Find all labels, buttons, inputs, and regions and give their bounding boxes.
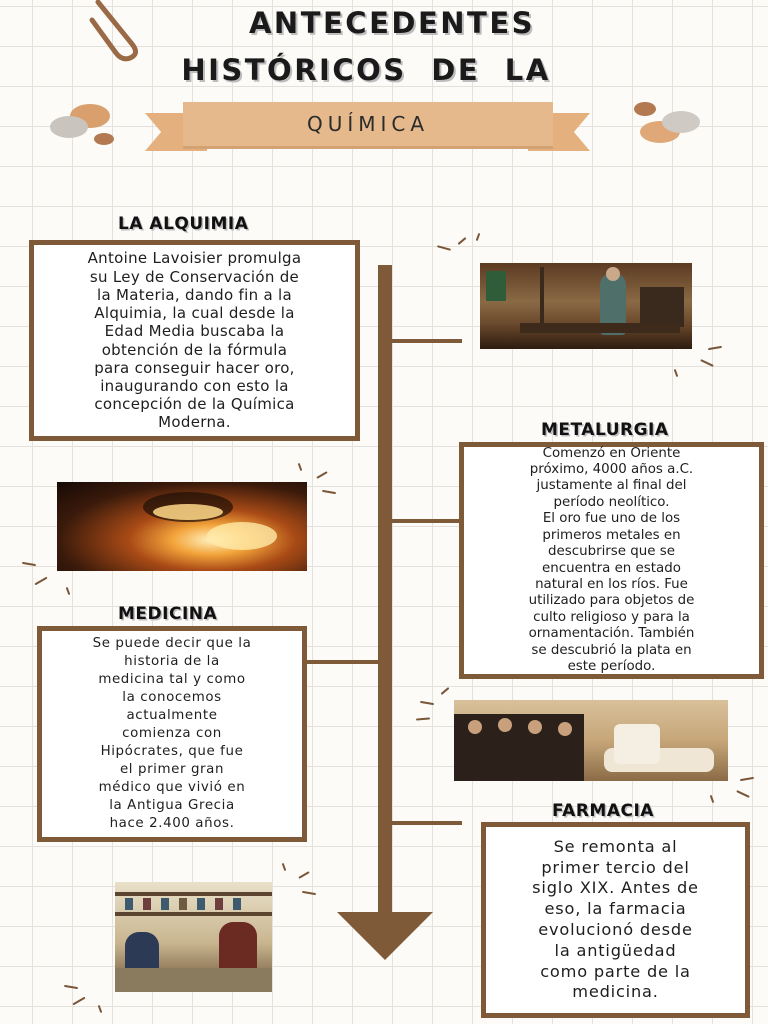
section-text-box-alquimia (29, 240, 360, 441)
decor-dash (322, 490, 336, 494)
decor-dash (282, 863, 287, 871)
section-text: Se remonta al primer tercio del siglo XIX. Antes de eso, la farmacia evolucionó desde la antigüedad como parte de la medicina. (532, 836, 699, 1002)
page-title-line-1: ANTECEDENTES (248, 6, 536, 40)
timeline-branch (392, 821, 462, 825)
section-heading-metalurgia: METALURGIA (541, 420, 669, 440)
decor-dash (64, 985, 78, 989)
section-text: Comenzó en Oriente próximo, 4000 años a.C. justamente al final del período neolítico. El oro fue uno de los primeros metales en descubrirse que se encuentra en estado natural en los ríos. Fue utilizado para objetos de culto religioso y para la ornamentación. También se descubrió la plata en este período. (528, 445, 695, 674)
decor-dash (316, 471, 327, 479)
subtitle-ribbon: QUÍMICA (183, 102, 553, 146)
decor-dash (420, 701, 434, 705)
decor-dash (710, 795, 715, 803)
section-text-box-farmacia (481, 822, 750, 1018)
molten-metal-image (57, 482, 307, 571)
decor-dash (437, 245, 451, 251)
decor-dash (700, 359, 714, 367)
timeline-axis (378, 265, 392, 913)
alchemy-lab-image (480, 263, 692, 349)
decor-dash (476, 233, 481, 241)
decor-dash (416, 717, 430, 720)
decor-dash (34, 577, 47, 586)
medicine-painting-image (454, 700, 728, 781)
decor-dash (458, 237, 467, 245)
timeline-arrowhead (337, 912, 433, 960)
decor-blob (634, 102, 656, 116)
decor-dash (302, 891, 316, 895)
decor-dash (298, 463, 303, 471)
decor-dash (22, 562, 36, 566)
decor-blob (94, 133, 114, 145)
page-title-line-2: HISTÓRICOS DE LA (181, 53, 551, 87)
section-heading-alquimia: LA ALQUIMIA (118, 214, 249, 234)
section-heading-medicina: MEDICINA (118, 604, 218, 624)
decor-dash (66, 587, 71, 595)
decor-dash (736, 790, 750, 798)
decor-dash (98, 1005, 103, 1013)
decor-dash (441, 687, 450, 695)
section-text-box-metalurgia (459, 442, 764, 679)
section-heading-farmacia: FARMACIA (552, 801, 654, 821)
decor-dash (708, 346, 722, 350)
timeline-branch (392, 519, 459, 523)
section-text: Se puede decir que la historia de la medicina tal y como la conocemos actualmente comienza con Hipócrates, que fue el primer gran médico que vivió en la Antigua Grecia hace 2.400 años. (92, 636, 252, 831)
decor-blob (662, 111, 700, 133)
decor-blob (50, 116, 88, 138)
pharmacy-engraving-image (115, 882, 272, 992)
timeline-branch (392, 339, 462, 343)
decor-dash (298, 871, 309, 879)
section-text: Antoine Lavoisier promulga su Ley de Conservación de la Materia, dando fin a la Alquimia, la cual desde la Edad Media buscaba la obtención de la fórmula para conseguir hacer oro, inaugurando con esto la concepción de la Química Moderna. (87, 249, 302, 432)
decor-dash (72, 997, 85, 1006)
decor-dash (740, 777, 754, 781)
timeline-branch (307, 660, 378, 664)
decor-dash (674, 369, 679, 377)
section-text-box-medicina (37, 626, 307, 842)
